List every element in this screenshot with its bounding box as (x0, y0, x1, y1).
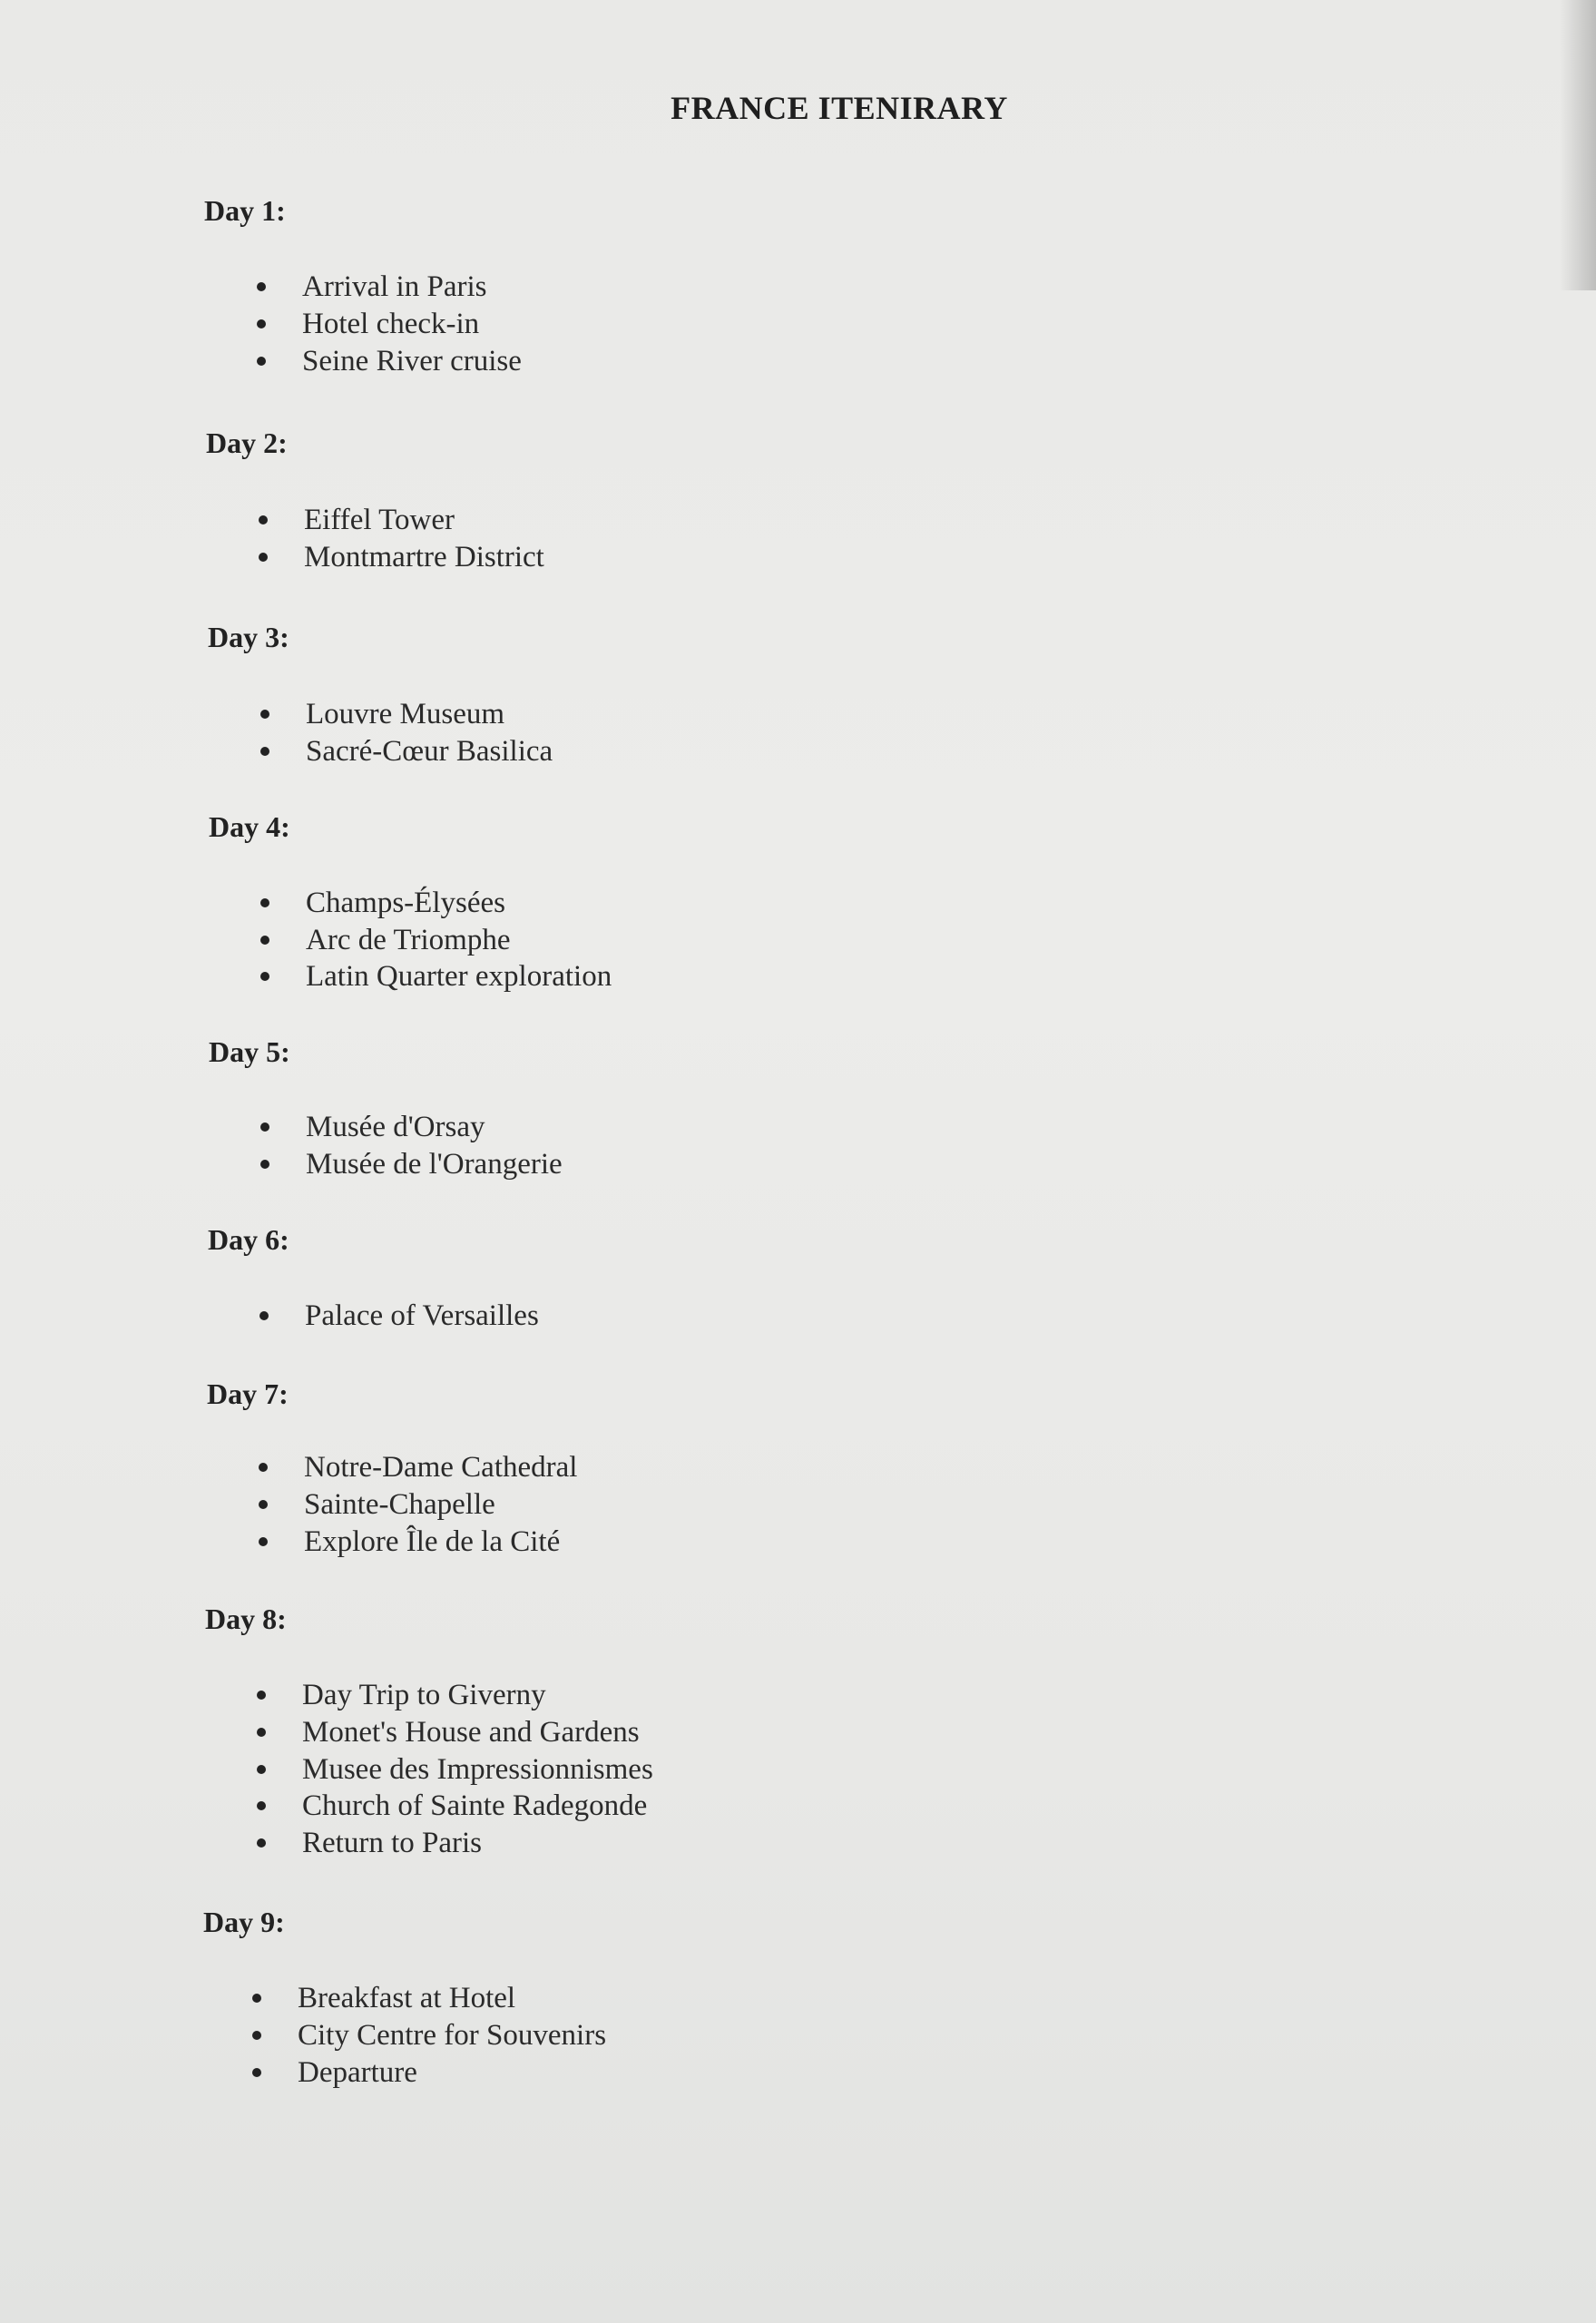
bullet-icon (260, 1122, 269, 1132)
bullet-icon (259, 1500, 268, 1509)
list-item-text: Musée d'Orsay (306, 1111, 485, 1143)
bullet-icon (257, 1728, 266, 1737)
list-item-text: Departure (298, 2056, 417, 2089)
day-heading: Day 6: (208, 1223, 289, 1256)
day-heading: Day 3: (208, 621, 289, 653)
bullet-icon (260, 936, 269, 945)
day-heading: Day 2: (206, 426, 288, 459)
list-item-text: Return to Paris (302, 1827, 482, 1859)
bullet-icon (259, 1311, 269, 1320)
bullet-icon (259, 515, 268, 524)
bullet-icon (257, 1801, 266, 1810)
bullet-icon (252, 2031, 261, 2040)
list-item-text: Explore Île de la Cité (304, 1525, 561, 1558)
list-item-text: Eiffel Tower (304, 504, 455, 536)
list-item-text: Breakfast at Hotel (298, 1982, 516, 2014)
bullet-icon (252, 1994, 261, 2003)
bullet-icon (260, 1160, 269, 1169)
bullet-icon (252, 2068, 261, 2077)
bullet-icon (259, 1463, 268, 1472)
list-item-text: Louvre Museum (306, 698, 505, 730)
list-item-text: Montmartre District (304, 541, 544, 573)
document-title: FRANCE ITENIRARY (671, 90, 1008, 126)
bullet-icon (257, 1691, 266, 1700)
day-heading: Day 5: (209, 1035, 290, 1068)
bullet-icon (260, 972, 269, 981)
list-item-text: City Centre for Souvenirs (298, 2019, 607, 2052)
day-heading: Day 9: (203, 1906, 285, 1938)
bullet-icon (257, 319, 266, 328)
list-item-text: Church of Sainte Radegonde (302, 1789, 648, 1822)
bullet-icon (260, 747, 269, 756)
bullet-icon (257, 357, 266, 366)
list-item-text: Latin Quarter exploration (306, 960, 612, 993)
list-item-text: Sainte-Chapelle (304, 1488, 495, 1521)
list-item-text: Musée de l'Orangerie (306, 1148, 563, 1181)
list-item-text: Day Trip to Giverny (302, 1679, 546, 1711)
day-heading: Day 4: (209, 810, 290, 843)
list-item-text: Arrival in Paris (302, 270, 487, 303)
day-heading: Day 1: (204, 194, 286, 227)
day-heading: Day 8: (205, 1603, 287, 1635)
list-item-text: Monet's House and Gardens (302, 1716, 640, 1749)
list-item-text: Musee des Impressionnismes (302, 1753, 653, 1786)
bullet-icon (257, 282, 266, 291)
bullet-icon (259, 1537, 268, 1546)
list-item-text: Palace of Versailles (305, 1299, 539, 1332)
bullet-icon (260, 710, 269, 719)
list-item-text: Notre-Dame Cathedral (304, 1451, 578, 1484)
list-item-text: Champs-Élysées (306, 887, 505, 919)
list-item-text: Hotel check-in (302, 308, 480, 340)
page-edge-shadow (1560, 0, 1596, 290)
list-item-text: Sacré-Cœur Basilica (306, 735, 553, 768)
bullet-icon (259, 553, 268, 562)
list-item-text: Seine River cruise (302, 345, 522, 377)
bullet-icon (257, 1765, 266, 1774)
day-heading: Day 7: (207, 1377, 289, 1410)
bullet-icon (260, 898, 269, 907)
bullet-icon (257, 1838, 266, 1848)
list-item-text: Arc de Triomphe (306, 924, 511, 956)
